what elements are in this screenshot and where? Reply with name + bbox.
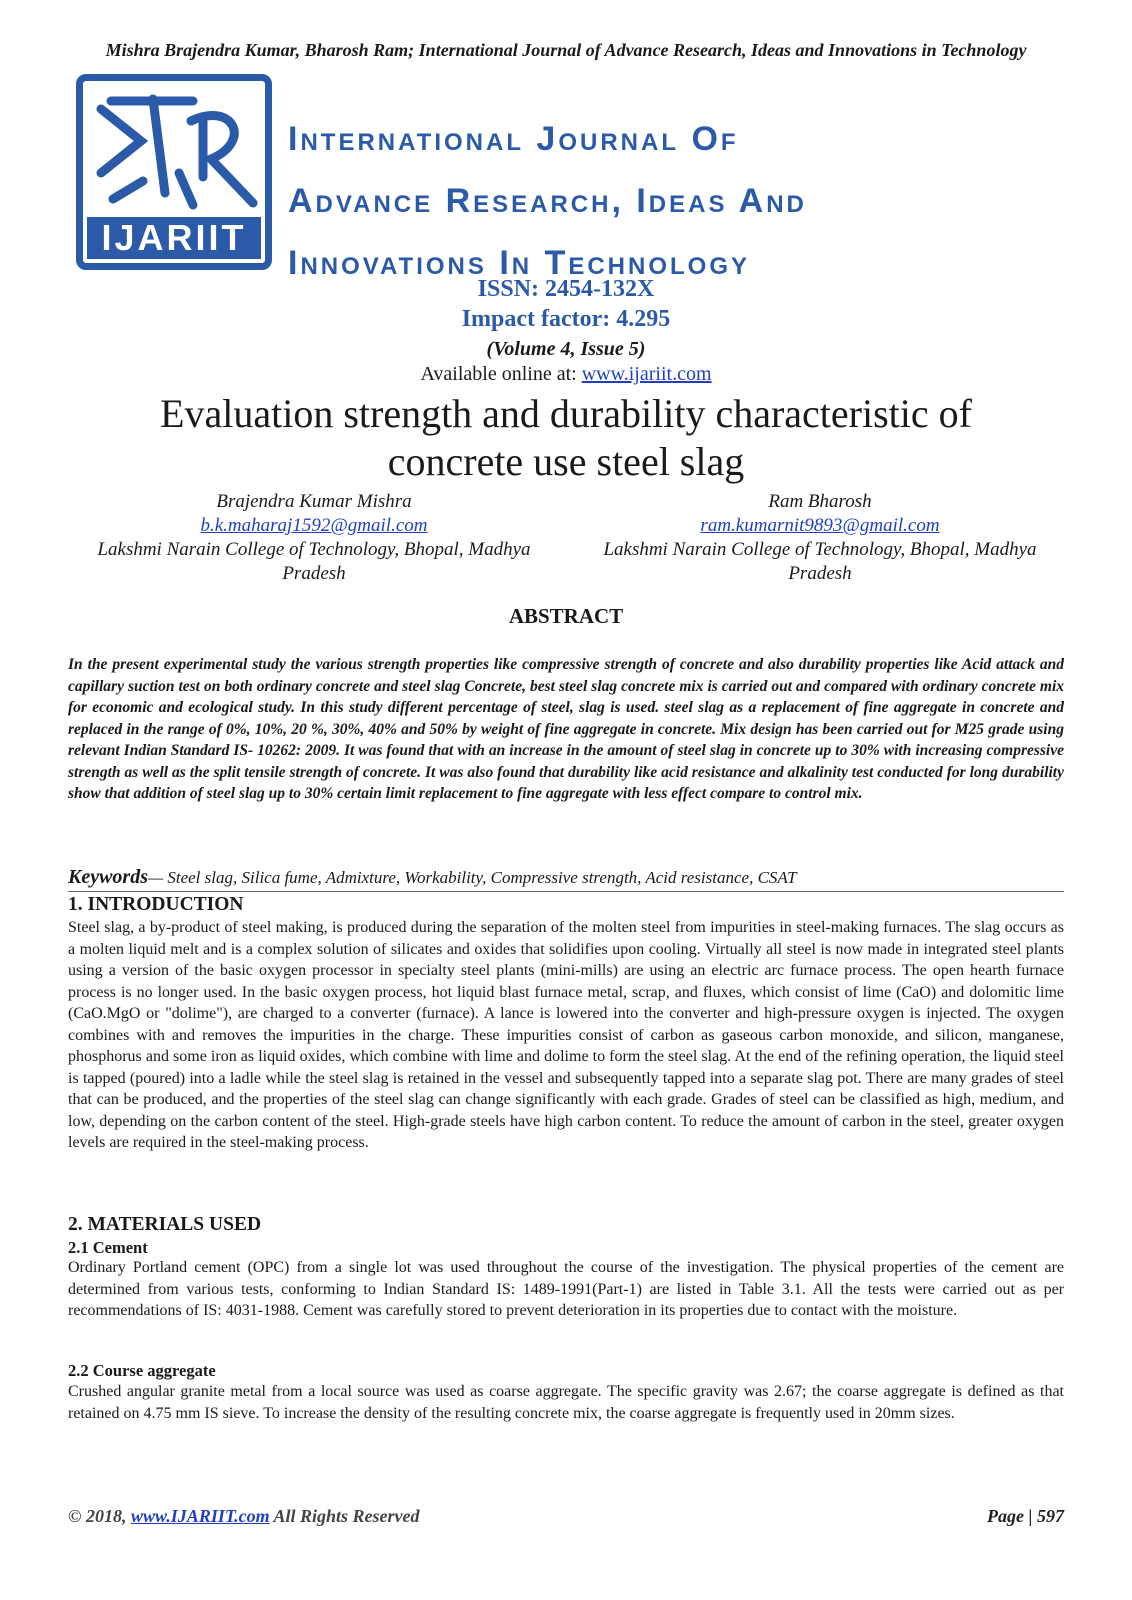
subsection-heading-aggregate: 2.2 Course aggregate [68,1361,216,1380]
keywords-divider [68,891,1064,892]
author-email-link[interactable]: b.k.maharaj1592@gmail.com [200,515,428,536]
available-online [0,363,1132,386]
keywords-label: Keywords [68,866,148,888]
logo-emblem-icon [83,81,265,221]
volume-issue: (Volume 4, Issue 5) [486,338,646,360]
running-head: Mishra Brajendra Kumar, Bharosh Ram; International Journal of Advance Research, Ideas and Innovations in Technology [105,40,1027,60]
copyright-prefix: © 2018, [68,1506,131,1526]
author-affiliation-cont: Pradesh [788,563,852,584]
available-prefix: Available online at: [420,363,582,385]
section-heading-introduction: 1. INTRODUCTION [68,894,244,915]
abstract-text: In the present experimental study the various strength properties like compressive strength of concrete and also durability properties like Acid attack and capillary suction test on both ordinary concrete and steel slag Concrete, best steel slag concrete mix is carried out and compared with ordinary concrete mix for economic and ecological study. In this study different percentage of steel, slag is used. steel slag as a replacement of fine aggregate in concrete and replaced in the range of 0%, 10%, 20 %, 30%, 40% and 50% by weight of fine aggregate in concrete. Mix design has been carried out for M25 grade using relevant Indian Standard IS- 10262: 2009. It was found that with an increase in the amount of steel slag in concrete up to 30% with increasing compressive strength as well as the split tensile strength of concrete. It was also found that durability like acid resistance and alkalinity test conducted for long durability show that addition of steel slag up to 30% certain limit replacement to fine aggregate with less effect compare to control mix. [68,656,1064,802]
impact-factor: Impact factor: 4.295 [461,306,671,332]
author-affiliation: Lakshmi Narain College of Technology, Bhopal, Madhya [603,539,1037,560]
logo-wordmark: IJARIIT [87,217,261,259]
issn: ISSN: 2454-132X [477,276,655,302]
author-affiliation: Lakshmi Narain College of Technology, Bhopal, Madhya [97,539,531,560]
introduction-text: Steel slag, a by-product of steel making, is produced during the separation of the molten steel from impurities in steel-making furnaces. The slag occurs as a molten liquid melt and is a complex solution of silicates and oxides that solidifies upon cooling. Virtually all steel is now made in integrated steel plants using a version of the basic oxygen processor in specialty steel plants (mini-mills) are using an electric arc furnace process. The open hearth furnace process is no longer used. In the basic oxygen process, hot liquid blast furnace metal, scrap, and fluxes, which consist of lime (CaO) and dolomitic lime (CaO.MgO or "dolime"), are charged to a converter (furnace). A lance is lowered into the converter and high-pressure oxygen is injected. The oxygen combines with and removes the impurities in the charge. These impurities consist of carbon as gaseous carbon monoxide, and silicon, manganese, phosphorus and some iron as liquid oxides, which combine with lime and dolime to form the steel slag. At the end of the refining operation, the liquid steel is tapped (poured) into a ladle while the steel slag is retained in the vessel and subsequently tapped into a separate slag pot. There are many grades of steel that can be produced, and the properties of the steel slag can change significantly with each grade. Grades of steel can be classified as high, medium, and low, depending on the carbon content of the steel. High-grade steels have high carbon content. To reduce the amount of carbon in the steel, greater oxygen levels are required in the steel-making process. [68,919,1064,1151]
author-name: Brajendra Kumar Mishra [216,491,412,512]
journal-logo [76,74,272,270]
page-number: Page | 597 [987,1506,1064,1526]
journal-title-line-3: Innovations In Technology [288,244,751,282]
aggregate-text: Crushed angular granite metal from a local source was used as coarse aggregate. The specific gravity was 2.67; the coarse aggregate is defined as that retained on 4.75 mm IS sieve. To increase the density of the resulting concrete mix, the coarse aggregate is frequently used in 20mm sizes. [68,1383,1064,1422]
journal-title-line-2: Advance Research, Ideas And [288,182,807,220]
author-email-link[interactable]: ram.kumarnit9893@gmail.com [700,515,940,536]
journal-website-link[interactable]: www.ijariit.com [581,363,712,385]
author-name: Ram Bharosh [768,491,872,512]
paper-title-line-1: Evaluation strength and durability characteristic of [160,391,972,436]
paper-title [100,390,1032,486]
author-block-2 [570,490,1070,586]
keywords [68,866,1064,889]
journal-title [288,108,988,294]
journal-title-line-1: International Journal Of [288,120,739,158]
paper-title-line-2: concrete use steel slag [387,439,745,484]
subsection-heading-cement: 2.1 Cement [68,1238,148,1257]
cement-text: Ordinary Portland cement (OPC) from a single lot was used throughout the course of the investigation. The physical properties of the cement are determined from various tests, conforming to Indian Standard IS: 1489-1991(Part-1) are listed in Table 3.1. All the tests were carried out as per recommendations of IS: 4031-1988. Cement was carefully stored to prevent deterioration in its properties due to contact with the moisture. [68,1259,1064,1319]
abstract-heading: ABSTRACT [508,604,624,628]
author-block-1 [64,490,564,586]
footer-website-link[interactable]: www.IJARIIT.com [130,1506,270,1526]
keywords-text: — Steel slag, Silica fume, Admixture, Workability, Compressive strength, Acid resistance, CSAT [148,868,797,887]
copyright-suffix: All Rights Reserved [269,1506,420,1526]
footer-copyright [68,1506,420,1527]
author-affiliation-cont: Pradesh [282,563,346,584]
section-heading-materials: 2. MATERIALS USED [68,1214,262,1235]
